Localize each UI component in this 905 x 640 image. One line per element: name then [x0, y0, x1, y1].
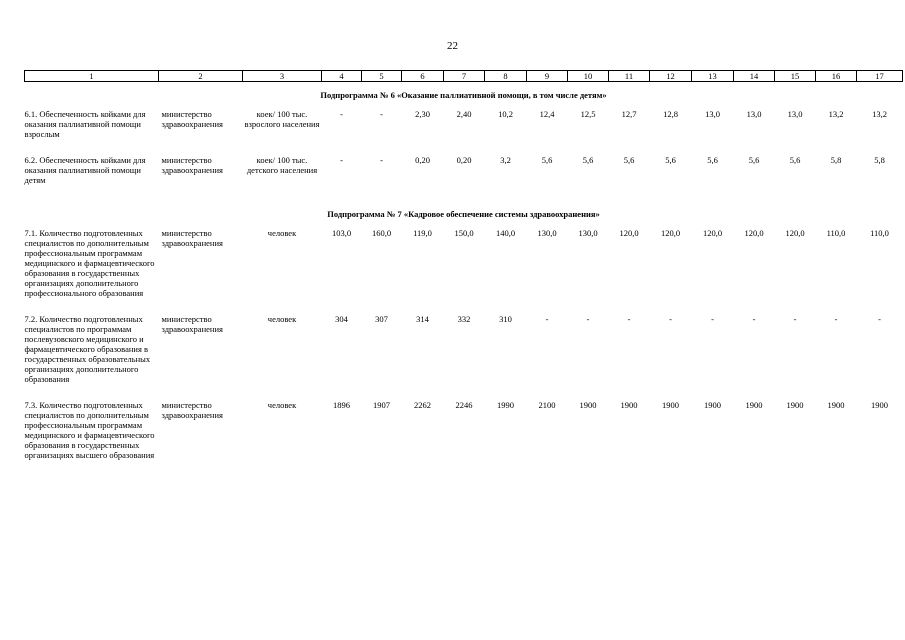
column-header: 2 [159, 71, 243, 82]
value-cell: 140,0 [495, 228, 516, 239]
value-cell: 1896 [333, 400, 350, 411]
value-cell: - [711, 314, 714, 325]
value-cell: 1900 [871, 400, 888, 411]
value-cell: 1990 [497, 400, 514, 411]
value-cell: 1900 [620, 400, 638, 411]
column-header: 15 [775, 71, 816, 82]
indicator-name: 7.2. Количество подготовленных специалистов по программам послевузовского медицинского и фармацевтического образования в государственных образовательных организациях дополнительного образования [24, 314, 151, 385]
value-cell: 120,0 [785, 228, 805, 239]
column-header: 11 [609, 71, 650, 82]
value-cell: 5,6 [748, 155, 760, 166]
value-cell: - [669, 314, 672, 325]
column-header: 7 [444, 71, 485, 82]
subprogram-title: Подпрограмма № 7 «Кадровое обеспечение системы здравоохранения» [327, 209, 600, 220]
value-cell: 0,20 [456, 155, 472, 166]
column-header: 6 [402, 71, 444, 82]
value-cell: 314 [416, 314, 429, 325]
value-cell: - [627, 314, 631, 325]
header-row [25, 71, 903, 82]
value-cell: - [752, 314, 756, 325]
value-cell: 2246 [455, 400, 473, 411]
indicator-name: 6.1. Обеспеченность койками для оказания паллиативной помощи взрослым [24, 109, 146, 140]
value-cell: 120,0 [744, 228, 764, 239]
table-body [25, 82, 903, 477]
value-cell: 5,6 [665, 155, 676, 166]
value-cell: - [380, 109, 383, 120]
value-cell: 12,5 [580, 109, 596, 120]
value-cell: 12,8 [663, 109, 678, 120]
value-cell: 13,2 [828, 109, 844, 120]
value-cell: 332 [457, 314, 471, 325]
unit-of-measure: коек/ 100 тыс. взрослого населения [244, 109, 320, 130]
subprogram-title: Подпрограмма № 6 «Оказание паллиативной помощи, в том числе детям» [320, 90, 607, 101]
column-header: 16 [816, 71, 857, 82]
value-cell: 1900 [827, 400, 845, 411]
value-cell: - [340, 109, 343, 120]
indicator-name: 7.1. Количество подготовленных специалистов по дополнительным профессиональным программам медицинского и фармацевтического образования в государственных организациях дополнительного профессионального образования [24, 228, 155, 299]
value-cell: 310 [499, 314, 512, 325]
column-header: 17 [857, 71, 903, 82]
value-cell: 5,8 [830, 155, 842, 166]
value-cell: 1900 [704, 400, 721, 411]
subprogram-row [25, 201, 903, 228]
value-cell: 5,6 [707, 155, 718, 166]
column-header: 14 [734, 71, 775, 82]
value-cell: 1900 [662, 400, 679, 411]
column-header: 9 [527, 71, 568, 82]
value-cell: - [878, 314, 881, 325]
value-cell: 2,30 [415, 109, 430, 120]
value-cell: 103,0 [331, 228, 352, 239]
value-cell: 2262 [414, 400, 431, 411]
responsible-ministry: министерство здравоохранения [161, 400, 223, 421]
value-cell: 5,8 [874, 155, 885, 166]
value-cell: - [586, 314, 590, 325]
value-cell: 2,40 [456, 109, 472, 120]
page-number: 22 [447, 40, 458, 52]
column-header: 13 [692, 71, 734, 82]
value-cell: 160,0 [371, 228, 392, 239]
value-cell: - [380, 155, 383, 166]
value-cell: 10,2 [498, 109, 513, 120]
value-cell: 13,0 [746, 109, 762, 120]
value-cell: 110,0 [826, 228, 846, 239]
value-cell: 3,2 [500, 155, 511, 166]
value-cell: 150,0 [454, 228, 474, 239]
value-cell: 110,0 [870, 228, 889, 239]
value-cell: 304 [335, 314, 348, 325]
column-header: 5 [362, 71, 402, 82]
unit-of-measure: человек [267, 228, 297, 239]
value-cell: - [545, 314, 549, 325]
table-row [25, 400, 903, 476]
value-cell: 1907 [373, 400, 390, 411]
unit-of-measure: коек/ 100 тыс. детского населения [246, 155, 318, 176]
value-cell: 130,0 [537, 228, 557, 239]
indicators-table [24, 70, 903, 476]
value-cell: 1900 [786, 400, 804, 411]
responsible-ministry: министерство здравоохранения [161, 314, 223, 335]
value-cell: 120,0 [702, 228, 723, 239]
value-cell: - [340, 155, 343, 166]
value-cell: 2100 [538, 400, 556, 411]
value-cell: 5,6 [541, 155, 553, 166]
subprogram-row [25, 82, 903, 110]
column-header: 4 [322, 71, 362, 82]
value-cell: - [793, 314, 797, 325]
value-cell: 5,6 [582, 155, 594, 166]
column-header: 1 [25, 71, 159, 82]
value-cell: 1900 [579, 400, 597, 411]
value-cell: - [834, 314, 838, 325]
value-cell: 12,4 [539, 109, 555, 120]
value-cell: 307 [375, 314, 388, 325]
value-cell: 119,0 [413, 228, 432, 239]
column-header: 8 [485, 71, 527, 82]
value-cell: 13,0 [787, 109, 803, 120]
unit-of-measure: человек [267, 400, 297, 411]
value-cell: 120,0 [619, 228, 639, 239]
value-cell: 0,20 [415, 155, 430, 166]
unit-of-measure: человек [267, 314, 297, 325]
value-cell: 5,6 [789, 155, 801, 166]
responsible-ministry: министерство здравоохранения [161, 109, 223, 130]
table-row [25, 109, 903, 155]
value-cell: 1900 [745, 400, 763, 411]
value-cell: 5,6 [623, 155, 635, 166]
value-cell: 13,0 [705, 109, 720, 120]
column-header: 12 [650, 71, 692, 82]
indicator-name: 6.2. Обеспеченность койками для оказания паллиативной помощи детям [24, 155, 146, 186]
column-header: 3 [243, 71, 322, 82]
responsible-ministry: министерство здравоохранения [161, 228, 223, 249]
value-cell: 12,7 [621, 109, 637, 120]
value-cell: 120,0 [660, 228, 681, 239]
column-header: 10 [568, 71, 609, 82]
value-cell: 130,0 [578, 228, 598, 239]
value-cell: 13,2 [872, 109, 887, 120]
responsible-ministry: министерство здравоохранения [161, 155, 223, 176]
indicator-name: 7.3. Количество подготовленных специалистов по дополнительным профессиональным программам медицинского и фармацевтического образования в государственных организациях высшего образования [24, 400, 155, 461]
table-row [25, 228, 903, 314]
table-row [25, 314, 903, 400]
table-row [25, 155, 903, 201]
